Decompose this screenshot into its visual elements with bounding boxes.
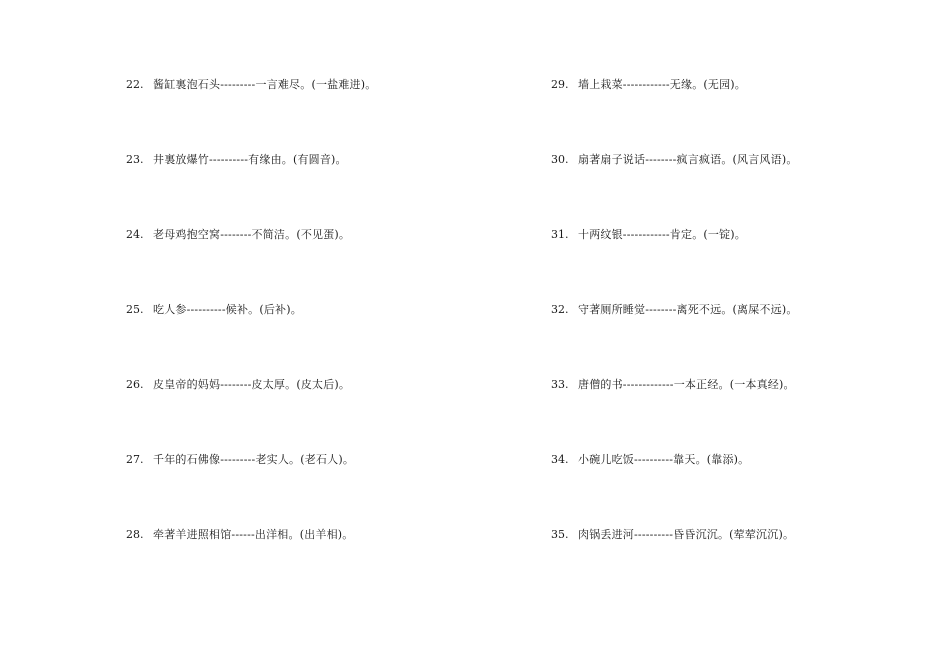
entry-text: 肉锅丢进河----------昏昏沉沉。(荤荤沉沉)。 bbox=[578, 528, 795, 541]
entry-number: 28. bbox=[126, 528, 144, 541]
entry-text: 守著厕所睡觉--------离死不远。(离屎不远)。 bbox=[578, 303, 798, 316]
entry-30 bbox=[551, 150, 798, 170]
entry-number: 32. bbox=[551, 303, 569, 316]
entry-number: 34. bbox=[551, 453, 569, 466]
entry-text: 千年的石佛像---------老实人。(老石人)。 bbox=[153, 453, 355, 466]
entry-29 bbox=[551, 75, 746, 95]
entry-text: 扇著扇子说话--------疯言疯语。(风言风语)。 bbox=[578, 153, 798, 166]
entry-text: 皮皇帝的妈妈--------皮太厚。(皮太后)。 bbox=[153, 378, 351, 391]
entry-number: 35. bbox=[551, 528, 569, 541]
entry-26 bbox=[126, 375, 350, 395]
entry-23 bbox=[126, 150, 347, 170]
entry-35 bbox=[551, 525, 794, 545]
entry-text: 酱缸裏泡石头---------一言难尽。(一盐难进)。 bbox=[153, 78, 377, 91]
entry-number: 29. bbox=[551, 78, 569, 91]
entry-number: 33. bbox=[551, 378, 569, 391]
entry-text: 小碗儿吃饭----------靠天。(靠添)。 bbox=[578, 453, 750, 466]
entry-text: 十两纹银------------肯定。(一锭)。 bbox=[578, 228, 746, 241]
entry-32 bbox=[551, 300, 798, 320]
entry-text: 老母鸡抱空窝--------不简洁。(不见蛋)。 bbox=[153, 228, 351, 241]
entry-number: 22. bbox=[126, 78, 144, 91]
entry-number: 25. bbox=[126, 303, 144, 316]
entry-number: 24. bbox=[126, 228, 144, 241]
entry-number: 31. bbox=[551, 228, 569, 241]
entry-number: 27. bbox=[126, 453, 144, 466]
entry-34 bbox=[551, 450, 749, 470]
entry-text: 井裏放爆竹----------有缘由。(有圆音)。 bbox=[153, 153, 347, 166]
entry-22 bbox=[126, 75, 376, 95]
entry-number: 30. bbox=[551, 153, 569, 166]
entry-text: 吃人参----------候补。(后补)。 bbox=[153, 303, 302, 316]
entry-number: 23. bbox=[126, 153, 144, 166]
entry-25 bbox=[126, 300, 302, 320]
entry-text: 墙上栽菜------------无缘。(无园)。 bbox=[578, 78, 746, 91]
entry-28 bbox=[126, 525, 353, 545]
entry-33 bbox=[551, 375, 795, 395]
entry-text: 唐僧的书-------------一本正经。(一本真经)。 bbox=[578, 378, 795, 391]
entry-31 bbox=[551, 225, 746, 245]
entry-text: 牵著羊进照相馆------出洋相。(出羊相)。 bbox=[153, 528, 354, 541]
entry-24 bbox=[126, 225, 350, 245]
entry-number: 26. bbox=[126, 378, 144, 391]
entry-27 bbox=[126, 450, 354, 470]
